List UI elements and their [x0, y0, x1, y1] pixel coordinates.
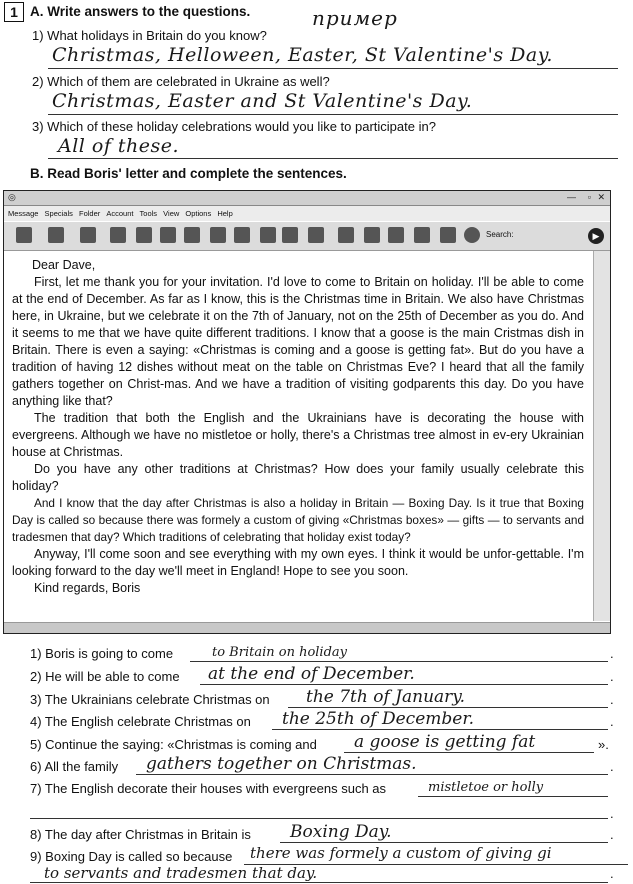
sort-icon[interactable]	[388, 227, 404, 243]
mail-icon[interactable]	[16, 227, 32, 243]
letter-paragraph: The tradition that both the English and the Ukrainians have is decorating the house with evergreens. Although we have no mistletoe or holly, there's a Christmas tree almost in ev-ery Ukrainian house at Christmas.	[12, 411, 584, 459]
back-icon[interactable]	[464, 227, 480, 243]
maximize-icon[interactable]: ▫	[587, 192, 591, 202]
menu-message[interactable]: Message	[8, 209, 39, 218]
print-icon[interactable]	[260, 227, 276, 243]
send-icon[interactable]	[160, 227, 176, 243]
close-icon[interactable]: ✕	[597, 192, 605, 202]
sentence-end: .	[610, 714, 614, 729]
answer-1: Christmas, Helloween, Easter, St Valentine's Day.	[52, 44, 553, 66]
flag-icon[interactable]	[364, 227, 380, 243]
part-a-title: A. Write answers to the questions.	[30, 4, 251, 19]
sentence-8: 8) The day after Christmas in Britain is	[30, 827, 251, 842]
answer-line	[200, 684, 608, 685]
title-bar	[4, 191, 610, 206]
attach-icon[interactable]	[234, 227, 250, 243]
question-2: 2) Which of them are celebrated in Ukraine as well?	[32, 74, 330, 89]
forward-icon[interactable]	[110, 227, 126, 243]
sentence-9: 9) Boxing Day is called so because	[30, 849, 233, 864]
answer-line	[30, 882, 608, 883]
sentence-9-answer-cont: to servants and tradesmen that day.	[44, 864, 318, 882]
answer-line	[280, 842, 608, 843]
question-1: 1) What holidays in Britain do you know?	[32, 28, 267, 43]
menu-account[interactable]: Account	[106, 209, 134, 218]
sentence-7: 7) The English decorate their houses with evergreens such as	[30, 781, 387, 796]
sentence-5: 5) Continue the saying: «Christmas is coming and	[30, 737, 317, 752]
sentence-2: 2) He will be able to come	[30, 669, 180, 684]
sentence-end: .	[610, 646, 614, 661]
sentence-4: 4) The English celebrate Christmas on	[30, 714, 251, 729]
menu-tools[interactable]: Tools	[139, 209, 158, 218]
sentence-6: 6) All the family	[30, 759, 119, 774]
sentence-end: .	[610, 866, 614, 881]
letter-greeting: Dear Dave,	[32, 258, 96, 272]
question-3: 3) Which of these holiday celebrations would you like to participate in?	[32, 119, 436, 134]
sentence-1: 1) Boris is going to come	[30, 646, 174, 661]
mail-window	[3, 190, 611, 634]
sentence-8-answer: Boxing Day.	[290, 822, 392, 842]
sentence-5-answer: a goose is getting fat	[354, 732, 536, 752]
sentence-end: .	[610, 806, 614, 821]
vertical-scrollbar[interactable]	[593, 251, 610, 621]
answer-line	[418, 796, 608, 797]
filter-icon[interactable]	[338, 227, 354, 243]
search-go-icon[interactable]: ▶	[588, 228, 604, 244]
answer-line	[288, 707, 608, 708]
compose-icon[interactable]	[80, 227, 96, 243]
list-icon[interactable]	[440, 227, 456, 243]
menu-bar	[4, 206, 610, 221]
sentence-3: 3) The Ukrainians celebrate Christmas on	[30, 692, 270, 707]
sentence-end: .	[610, 759, 614, 774]
menu-help[interactable]: Help	[217, 209, 233, 218]
horizontal-scrollbar[interactable]	[4, 622, 610, 633]
address-book-icon[interactable]	[210, 227, 226, 243]
letter-closing: Kind regards, Boris	[34, 581, 141, 595]
sentence-9-answer: there was formely a custom of giving gi	[250, 844, 552, 862]
sentence-end: .	[610, 692, 614, 707]
answer-line	[48, 114, 618, 115]
toolbar	[4, 222, 610, 251]
exercise-number: 1	[4, 2, 24, 22]
answer-line	[190, 661, 608, 662]
folder-icon[interactable]	[282, 227, 298, 243]
letter-paragraph: Do you have any other traditions at Christmas? How does your family usually celebrate this holiday?	[12, 462, 584, 493]
letter-body	[4, 251, 592, 623]
search-label: Search:	[486, 230, 514, 239]
minimize-icon[interactable]: —	[567, 192, 576, 202]
sentence-2-answer: at the end of December.	[208, 664, 415, 684]
answer-line	[48, 158, 618, 159]
menu-folder[interactable]: Folder	[78, 209, 101, 218]
answer-line	[30, 818, 608, 819]
answer-3: All of these.	[58, 135, 180, 157]
answer-2: Christmas, Easter and St Valentine's Day.	[52, 90, 473, 112]
answer-line	[48, 68, 618, 69]
letter-paragraph: First, let me thank you for your invitation. I'd love to come to Britain on holiday. I'll be able to come at the end of December. As far as I know, this is the Christmas time in Britain. We also have Christmas here, in Ukraine, but we celebrate it on the 7th of January, not on the 25th of December as you do. And it seems to me that we have quite different traditions. I know that a goose is the main Cristmas dish in Britain. There is even a saying: «Christmas is coming and a goose is getting fat». But do you have a tradition of having 12 dishes without meat on the table on Christmas Eve? I heard that all the family gathers together on Christ-mas. And we have a tradition of visiting godparents this day. Do you have anything like that?	[12, 275, 584, 408]
example-label: пример	[312, 6, 398, 30]
reply-icon[interactable]	[48, 227, 64, 243]
sentence-4-answer: the 25th of December.	[282, 709, 474, 729]
sentence-end: .	[610, 669, 614, 684]
menu-specials[interactable]: Specials	[44, 209, 73, 218]
sentence-end: .	[610, 827, 614, 842]
sentence-end: ».	[598, 737, 609, 752]
answer-line	[272, 729, 608, 730]
inbox-icon[interactable]	[184, 227, 200, 243]
sentence-1-answer: to Britain on holiday	[212, 645, 348, 660]
answer-line	[344, 752, 594, 753]
part-b-title: B. Read Boris' letter and complete the sentences.	[30, 166, 347, 181]
sentence-3-answer: the 7th of January.	[306, 687, 466, 707]
trash-icon[interactable]	[308, 227, 324, 243]
app-icon: ◎	[8, 192, 16, 202]
answer-line	[136, 774, 608, 775]
settings-icon[interactable]	[414, 227, 430, 243]
letter-paragraph: Anyway, I'll come soon and see everything with my own eyes. I think it would be unfor-gettable. I'm looking forward to the day we'll meet in England! Hope to see you soon.	[12, 547, 584, 578]
sentence-7-answer: mistletoe or holly	[428, 780, 544, 795]
delete-icon[interactable]	[136, 227, 152, 243]
sentence-6-answer: gathers together on Christmas.	[146, 754, 417, 774]
menu-options[interactable]: Options	[185, 209, 212, 218]
menu-view[interactable]: View	[163, 209, 180, 218]
letter-paragraph: And I know that the day after Christmas is also a holiday in Britain — Boxing Day. Is it true that Boxing Day is called so because there was formely a custom of giving «Christmas boxes» — gifts — to servants and tradesmen that day? Which traditions of celebrating that holiday exist today?	[12, 496, 584, 544]
